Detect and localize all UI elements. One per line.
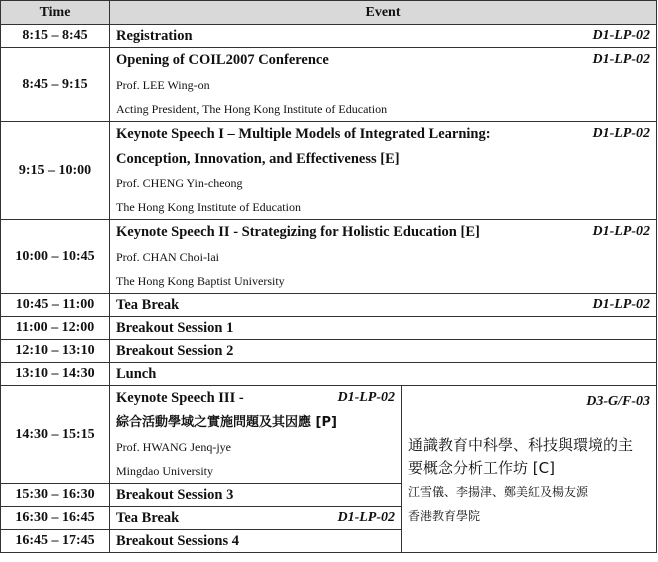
event-title: Breakout Sessions 4 [116,532,240,549]
table-row [1,220,657,294]
workshop-title: 通識教育中科學、科技與環境的主 [408,436,634,454]
event-title: Breakout Session 3 [116,486,234,503]
room-label: D1-LP-02 [337,390,395,405]
event-cell [110,25,657,48]
event-title: Breakout Session 1 [116,319,234,336]
event-title-cont: 綜合活動學域之實施問題及其因應 [P] [116,415,337,430]
workshop-title-cont: 要概念分析工作坊 [C] [408,459,555,477]
table-row [1,25,657,48]
event-title: Keynote Speech II - Strategizing for Holistic Education [E] [116,224,480,240]
event-cell [110,363,657,386]
speaker-affiliation: The Hong Kong Baptist University [116,274,285,288]
time-cell: 10:45 – 11:00 [1,294,110,317]
event-cell [110,122,657,220]
room-label: D1-LP-02 [592,224,650,239]
event-cell [110,530,402,553]
event-title-cont: Conception, Innovation, and Effectiveness [E] [116,151,400,167]
event-cell [110,317,657,340]
speaker-affiliation: Acting President, The Hong Kong Institute of Education [116,102,388,116]
time-cell: 8:45 – 9:15 [1,48,110,122]
table-row [1,122,657,220]
speaker-name: Prof. LEE Wing-on [116,78,210,92]
table-row [1,48,657,122]
event-title: Keynote Speech I – Multiple Models of Integrated Learning: [116,126,491,142]
event-cell [110,220,657,294]
event-title: Registration [116,27,193,44]
time-cell: 16:45 – 17:45 [1,530,110,553]
event-header: Event [110,1,657,25]
event-cell [110,48,657,122]
workshop-presenters: 江雪儀、李揚津、鄭美紅及楊友源 [408,485,589,499]
event-cell [110,507,402,530]
event-cell [110,340,657,363]
time-cell: 12:10 – 13:10 [1,340,110,363]
event-title: Breakout Session 2 [116,342,234,359]
table-row [1,294,657,317]
time-cell: 10:00 – 10:45 [1,220,110,294]
time-cell: 11:00 – 12:00 [1,317,110,340]
time-cell: 15:30 – 16:30 [1,484,110,507]
table-row [1,317,657,340]
time-cell: 13:10 – 14:30 [1,363,110,386]
speaker-name: Prof. CHAN Choi-lai [116,250,219,264]
table-row [1,386,657,484]
event-title: Opening of COIL2007 Conference [116,52,329,68]
room-label: D3-G/F-03 [586,394,650,409]
room-label: D1-LP-02 [592,27,650,43]
speaker-affiliation: The Hong Kong Institute of Education [116,200,301,214]
time-cell: 14:30 – 15:15 [1,386,110,484]
time-header: Time [1,1,110,25]
room-label: D1-LP-02 [592,52,650,67]
speaker-name: Prof. HWANG Jenq-jye [116,440,231,454]
parallel-session-cell [402,386,657,553]
room-label: D1-LP-02 [337,509,395,525]
event-title: Tea Break [116,296,180,313]
table-row [1,363,657,386]
event-cell [110,294,657,317]
time-cell: 9:15 – 10:00 [1,122,110,220]
event-cell [110,386,402,484]
header-row [1,1,657,25]
event-title: Tea Break [116,509,180,526]
time-cell: 16:30 – 16:45 [1,507,110,530]
room-label: D1-LP-02 [592,296,650,312]
event-title: Lunch [116,365,157,382]
time-cell: 8:15 – 8:45 [1,25,110,48]
room-label: D1-LP-02 [592,126,650,141]
table-row [1,340,657,363]
speaker-name: Prof. CHENG Yin-cheong [116,176,243,190]
event-cell [110,484,402,507]
speaker-affiliation: Mingdao University [116,464,213,478]
event-title: Keynote Speech III - [116,390,244,406]
workshop-affiliation: 香港教育學院 [408,509,481,523]
